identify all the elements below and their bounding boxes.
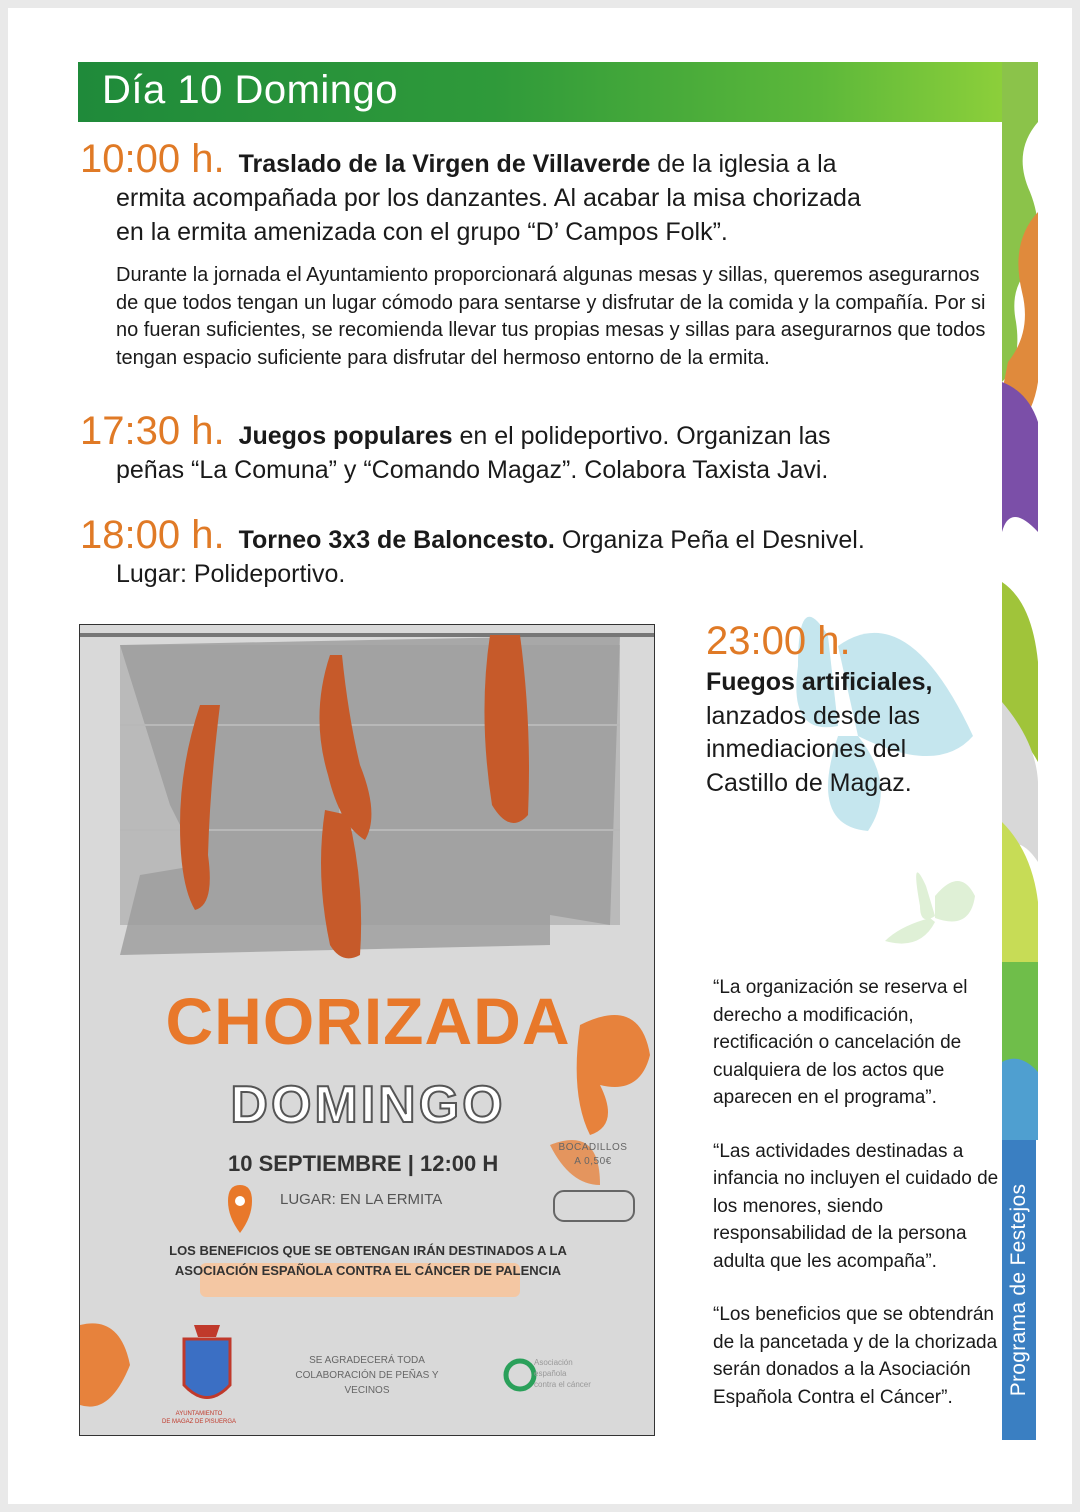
event-note: Durante la jornada el Ayuntamiento proporcionará algunas mesas y sillas, queremos asegurarnos de que todos tengan un lugar cómodo para sentarse y disfrutar de la comida y la compañía. Por si no fueran suficientes, se recomienda llevar tus propias mesas y sillas para asegurarnos que todos tengan espacio suficiente para disfrutar del hermoso entorno de la ermita. <box>116 264 986 369</box>
notice-text: “Las actividades destinadas a infancia no incluyen el cuidado de los menores, siendo responsabilidad de la persona adulta que les acompaña”. <box>713 1140 999 1272</box>
poster-gratitude-line: COLABORACIÓN DE PEÑAS Y <box>295 1370 439 1381</box>
event-time: 18:00 h. <box>80 513 225 557</box>
poster-bocadillos-line: BOCADILLOS <box>558 1142 628 1153</box>
event-line: peñas “La Comuna” y “Comando Magaz”. Colabora Taxista Javi. <box>116 456 829 484</box>
event-title: Traslado de la Virgen de Villaverde <box>238 150 651 178</box>
chorizada-poster <box>79 624 655 1436</box>
poster-date: 10 SEPTIEMBRE | 12:00 H <box>228 1151 499 1176</box>
aecc-line: española <box>534 1369 567 1378</box>
poster-benefits-line: LOS BENEFICIOS QUE SE OBTENGAN IRÁN DESTINADOS A LA <box>169 1243 567 1258</box>
butterfly-green-icon <box>880 856 980 956</box>
event-time: 17:30 h. <box>80 409 225 453</box>
side-label: Programa de Festejos <box>1007 1183 1030 1397</box>
event-time: 23:00 h. <box>706 619 851 663</box>
aecc-logo-text <box>534 1357 630 1390</box>
day-header <box>78 62 1002 122</box>
event-1730 <box>80 409 980 487</box>
event-heading <box>80 409 980 453</box>
event-line: lanzados desde las <box>706 701 921 730</box>
notice-text: “Los beneficios que se obtendrán de la pancetada y de la chorizada serán donados a la Asociación Española Contra el Cáncer”. <box>713 1304 998 1408</box>
event-1800 <box>80 513 980 591</box>
event-line: Castillo de Magaz. <box>706 768 912 797</box>
event-line: ermita acompañada por los danzantes. Al acabar la misa chorizada <box>116 184 861 212</box>
event-heading <box>80 513 980 557</box>
poster-gratitude <box>272 1353 462 1398</box>
event-1000 <box>80 137 980 249</box>
event-title: Juegos populares <box>238 422 453 450</box>
coat-label-line: AYUNTAMIENTO <box>175 1411 223 1417</box>
notices <box>713 974 1003 1437</box>
poster-title: CHORIZADA <box>165 984 571 1058</box>
notice-text: “La organización se reserva el derecho a modificación, rectificación o cancelación de cualquiera de los actos que aparecen en el programa”. <box>713 977 968 1108</box>
event-time: 10:00 h. <box>80 137 225 181</box>
poster-gratitude-line: SE AGRADECERÁ TODA <box>309 1355 425 1366</box>
event-line: Lugar: Polideportivo. <box>116 560 346 588</box>
event-text: de la iglesia a la <box>650 150 837 178</box>
aecc-line: Asociación <box>534 1358 573 1367</box>
event-text: en el polideportivo. Organizan las <box>452 422 831 450</box>
poster-benefits <box>140 1241 596 1281</box>
poster-benefits-line: ASOCIACIÓN ESPAÑOLA CONTRA EL CÁNCER DE PALENCIA <box>174 1263 562 1278</box>
event-title: Torneo 3x3 de Baloncesto. <box>238 526 555 554</box>
poster-gratitude-line: VECINOS <box>344 1385 390 1396</box>
aecc-line: contra el cáncer <box>534 1380 591 1389</box>
event-text: Organiza Peña el Desnivel. <box>554 526 865 554</box>
poster-subtitle: DOMINGO <box>230 1076 506 1134</box>
coat-of-arms-label <box>154 1410 244 1426</box>
event-line: inmediaciones del <box>706 735 907 763</box>
coat-label-line: DE MAGAZ DE PISUERGA <box>161 1419 236 1425</box>
poster-place: LUGAR: EN LA ERMITA <box>280 1191 443 1208</box>
event-2300 <box>706 616 996 800</box>
poster-bocadillos-line: A 0,50€ <box>574 1156 612 1167</box>
event-title: Fuegos artificiales, <box>706 668 933 696</box>
poster-bocadillos <box>548 1141 638 1169</box>
event-line: en la ermita amenizada con el grupo “D’ Campos Folk”. <box>116 218 728 246</box>
event-heading <box>80 137 980 181</box>
day-title: Día 10 Domingo <box>102 68 399 112</box>
